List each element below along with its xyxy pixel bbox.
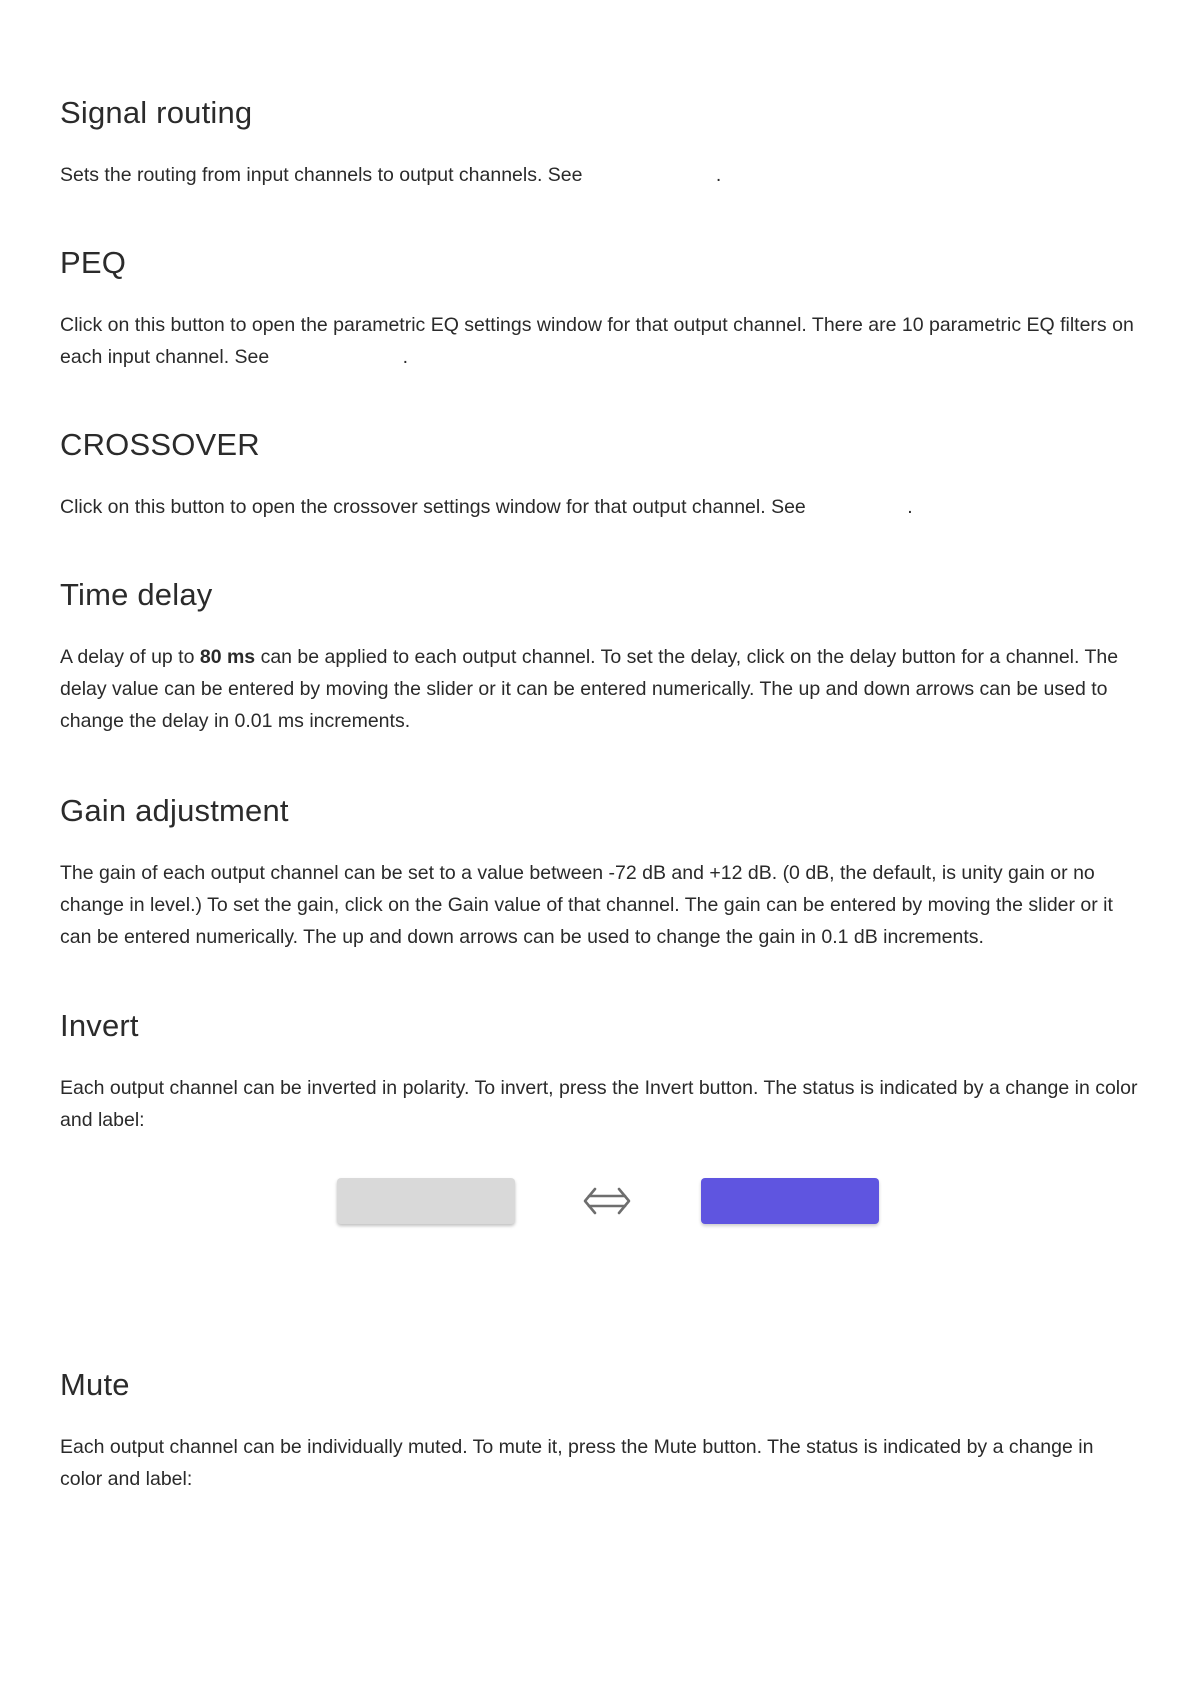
section-crossover [60,425,1140,523]
section-title: Mute [60,1367,130,1402]
section-title: PEQ [60,245,127,280]
section-body [60,641,1140,737]
section-body [60,159,1140,191]
invert-button-on-state[interactable] [701,1178,879,1224]
section-signal-routing [60,93,1140,191]
section-time-delay [60,575,1140,737]
body-text-end: . [907,496,913,518]
section-body: Each output channel can be individually muted. To mute it, press the Mute button. The status is indicated by a change in color and label: [60,1436,1094,1490]
body-text: Sets the routing from input channels to output channels. See [60,164,588,186]
section-title: Gain adjustment [60,793,289,828]
body-text: Click on this button to open the parametric EQ settings window for that output channel. There are 10 parametric EQ filters on each input channel. See [60,314,1134,368]
section-gain-adjustment [60,791,1140,953]
section-invert [60,1006,1140,1136]
section-title: CROSSOVER [60,427,260,462]
section-peq [60,243,1140,373]
section-body [60,309,1140,373]
reference-link[interactable] [811,491,907,523]
invert-status-demo [60,1178,1140,1234]
left-right-arrow-icon [582,1181,632,1221]
body-text-end: . [402,346,409,368]
max-delay-value: 80 ms [199,646,256,668]
section-title: Signal routing [60,95,253,130]
invert-button-off-state[interactable] [337,1178,515,1224]
section-title: Invert [60,1008,139,1043]
section-body: The gain of each output channel can be set to a value between -72 dB and +12 dB. (0 dB, the default, is unity gain or no change in level.) To set the gain, click on the Gain value of that channel. The gain can be entered by moving the slider or it can be entered numerically. The up and down arrows can be used to change the gain in 0.1 dB increments. [60,862,1113,948]
reference-link[interactable] [275,341,403,373]
body-text: A delay of up to [60,646,200,668]
body-text-end: . [715,164,722,186]
section-body [60,491,1140,523]
body-text: Click on this button to open the crossover settings window for that output channel. See [60,496,812,518]
section-mute [60,1365,1140,1495]
section-body: Each output channel can be inverted in polarity. To invert, press the Invert button. The status is indicated by a change in color and label: [60,1077,1138,1131]
body-text-end: can be applied to each output channel. To set the delay, click on the delay button for a channel. The delay value can be entered by moving the slider or it can be entered numerically. The up and down arrows can be used to change the delay in 0.01 ms increments. [60,646,1119,732]
section-title: Time delay [60,577,213,612]
reference-link[interactable] [588,159,716,191]
